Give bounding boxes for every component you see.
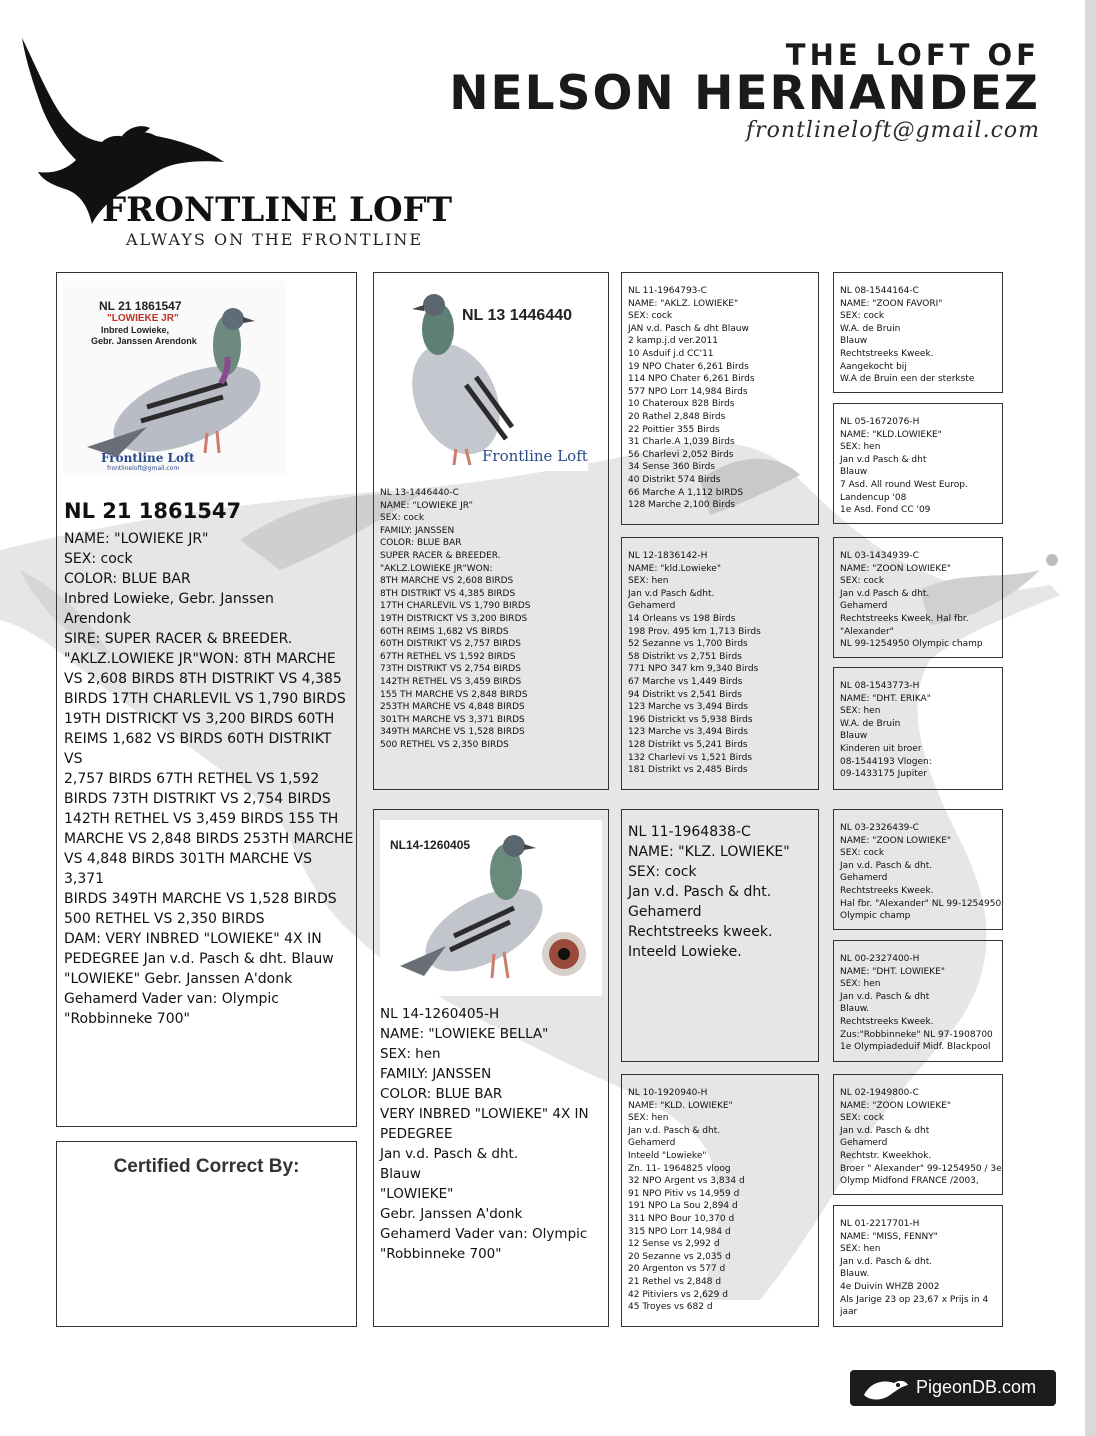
detail-line: Gebr. Janssen A'donk bbox=[380, 1206, 523, 1222]
detail-line: "LOWIEKE" bbox=[380, 1186, 454, 1202]
detail-line: VS 4,848 BIRDS 301TH MARCHE VS 3,371 bbox=[64, 851, 313, 887]
detail-line: Rechtstreeks kweek. bbox=[628, 924, 773, 940]
detail-line: NL 08-1543773-H bbox=[840, 681, 920, 691]
granddam-dam-panel bbox=[621, 1074, 819, 1327]
detail-line: Landencup '08 bbox=[840, 492, 907, 503]
detail-line: Rechtstr. Kweekhok. bbox=[840, 1150, 932, 1161]
detail-line: 155 TH MARCHE VS 2,848 BIRDS bbox=[380, 689, 528, 700]
detail-line: NAME: "KLD. LOWIEKE" bbox=[628, 1100, 733, 1111]
pigeondb-badge[interactable] bbox=[850, 1370, 1056, 1406]
pigeon-image bbox=[77, 297, 277, 467]
detail-line: 66 Marche A 1,112 bIRDS bbox=[628, 487, 744, 498]
detail-line: Jan v.d. Pasch & dht bbox=[840, 1125, 930, 1136]
detail-line: 349TH MARCHE VS 1,528 BIRDS bbox=[380, 727, 525, 738]
ggp-panel-8 bbox=[833, 1205, 1003, 1327]
detail-line: Rechtstreeks Kweek. Hal fbr. bbox=[840, 613, 969, 624]
detail-line: SEX: cock bbox=[840, 311, 885, 322]
detail-line: VS 2,608 BIRDS 8TH DISTRIKT VS 4,385 bbox=[64, 671, 342, 687]
detail-line: "Robbinneke 700" bbox=[64, 1011, 190, 1027]
detail-line: 56 Charlevi 2,052 Birds bbox=[628, 449, 734, 460]
detail-line: Gehamerd Vader van: Olympic bbox=[64, 991, 279, 1007]
main-bird-photo bbox=[63, 281, 285, 475]
detail-line: FAMILY: JANSSEN bbox=[380, 1066, 492, 1082]
detail-line: Zn. 11- 1964825 vloog bbox=[628, 1163, 731, 1174]
sire-photo-ring: NL 13 1446440 bbox=[462, 307, 573, 324]
detail-line: SEX: cock bbox=[380, 513, 425, 524]
detail-line: SEX: cock bbox=[628, 864, 697, 880]
detail-line: SEX: hen bbox=[840, 1244, 881, 1255]
detail-line: MARCHE VS 2,848 BIRDS 253TH MARCHE bbox=[64, 831, 354, 847]
detail-line: Inteeld Lowieke. bbox=[628, 944, 742, 960]
detail-line: SEX: hen bbox=[380, 1046, 441, 1062]
sd-details bbox=[628, 550, 761, 777]
detail-line: 196 Districkt vs 5,938 Birds bbox=[628, 714, 753, 725]
detail-line: BIRDS 17TH CHARLEVIL VS 1,790 BIRDS bbox=[64, 691, 346, 707]
detail-line: NL 05-1672076-H bbox=[840, 417, 920, 427]
detail-line: 73TH DISTRIKT VS 2,754 BIRDS bbox=[380, 664, 521, 675]
sire-photo bbox=[392, 281, 588, 471]
detail-line: 123 Marche vs 3,494 Birds bbox=[628, 727, 748, 738]
detail-line: 19TH DISTRICKT VS 3,200 BIRDS bbox=[380, 613, 528, 624]
detail-line: Als Jarige 23 op 23,67 x Prijs in 4 bbox=[840, 1294, 989, 1305]
detail-line: SEX: cock bbox=[64, 551, 133, 567]
detail-line: Gehamerd Vader van: Olympic bbox=[380, 1226, 588, 1242]
detail-line: 10 Chateroux 828 Birds bbox=[628, 399, 735, 410]
detail-line: SEX: hen bbox=[840, 442, 881, 453]
certified-box bbox=[56, 1141, 357, 1327]
detail-line: NAME: "DHT. LOWIEKE" bbox=[840, 966, 945, 977]
detail-line: SEX: hen bbox=[628, 1113, 669, 1124]
detail-line: Blauw bbox=[840, 467, 868, 478]
badge-label: PigeonDB.com bbox=[916, 1377, 1037, 1397]
ggp-details bbox=[840, 953, 993, 1054]
detail-line: 20 Rathel 2,848 Birds bbox=[628, 411, 726, 422]
detail-line: W.A. de Bruin bbox=[840, 323, 901, 334]
detail-line: 09-1433175 Jupiter bbox=[840, 769, 927, 780]
pigeon-image bbox=[394, 826, 594, 994]
photo-bird-name: "LOWIEKE JR" bbox=[107, 313, 179, 324]
detail-line: 2 kamp.j.d ver.2011 bbox=[628, 336, 718, 347]
header-email: frontlineloft@gmail.com bbox=[746, 118, 1040, 143]
detail-line: NL 11-1964793-C bbox=[628, 286, 707, 296]
detail-line: 94 Distrikt vs 2,541 Birds bbox=[628, 689, 742, 700]
detail-line: SEX: cock bbox=[840, 576, 885, 587]
grandsire-dam-panel bbox=[621, 809, 819, 1062]
photo-ring: NL 21 1861547 bbox=[99, 299, 182, 313]
detail-line: NL 00-2327400-H bbox=[840, 954, 920, 964]
detail-line: NL 14-1260405-H bbox=[380, 1006, 500, 1022]
detail-line: Gehamerd bbox=[628, 601, 676, 612]
detail-line: NAME: "ZOON FAVORI" bbox=[840, 298, 943, 309]
detail-line: Gehamerd bbox=[840, 873, 888, 884]
dam-panel bbox=[373, 809, 609, 1327]
ggp-details bbox=[840, 822, 1001, 923]
granddam-sire-panel bbox=[621, 537, 819, 790]
detail-line: NL 03-1434939-C bbox=[840, 551, 919, 561]
detail-line: SEX: hen bbox=[628, 576, 669, 587]
detail-line: 67 Marche vs 1,449 Birds bbox=[628, 676, 743, 687]
sire-details bbox=[380, 487, 606, 751]
detail-line: SEX: cock bbox=[840, 1113, 885, 1124]
detail-line: 91 NPO Pitiv vs 14,959 d bbox=[628, 1188, 740, 1199]
grandsire-sire-panel bbox=[621, 272, 819, 525]
detail-line: Blauw. bbox=[840, 1004, 870, 1015]
detail-line: Broer " Alexander" 99-1254950 / 3e bbox=[840, 1163, 1002, 1174]
detail-line: NAME: "ZOON LOWIEKE" bbox=[840, 1100, 952, 1111]
ggp-panel-2 bbox=[833, 403, 1003, 524]
detail-line: 67TH RETHEL VS 1,592 BIRDS bbox=[380, 651, 516, 662]
detail-line: Jan v.d Pasch &dht. bbox=[628, 588, 715, 599]
ggp-details bbox=[840, 416, 968, 517]
main-bird-details bbox=[64, 529, 354, 1029]
detail-line: 32 NPO Argent vs 3,834 d bbox=[628, 1176, 745, 1187]
detail-line: 45 Troyes vs 682 d bbox=[628, 1302, 713, 1313]
detail-line: NAME: "kld.Lowieke" bbox=[628, 563, 721, 574]
detail-line: REIMS 1,682 VS BIRDS 60TH DISTRIKT VS bbox=[64, 731, 332, 767]
detail-line: PEDEGREE Jan v.d. Pasch & dht. Blauw bbox=[64, 951, 334, 967]
pigeon-image bbox=[396, 289, 516, 469]
detail-line: 19TH DISTRICKT VS 3,200 BIRDS 60TH bbox=[64, 711, 335, 727]
detail-line: NAME: "ZOON LOWIEKE" bbox=[840, 563, 952, 574]
detail-line: NAME: "LOWIEKE JR" bbox=[64, 531, 209, 547]
detail-line: "LOWIEKE" Gebr. Janssen A'donk bbox=[64, 971, 293, 987]
detail-line: Jan v.d Pasch & dht bbox=[840, 454, 927, 465]
detail-line: Blauw bbox=[840, 336, 868, 347]
sire-photo-logo: Frontline Loft bbox=[482, 447, 588, 465]
detail-line: NAME: "ZOON LOWIEKE" bbox=[840, 835, 952, 846]
detail-line: Kinderen uit broer bbox=[840, 743, 922, 754]
detail-line: COLOR: BLUE BAR bbox=[380, 538, 462, 549]
detail-line: NAME: "AKLZ. LOWIEKE" bbox=[628, 298, 739, 309]
pigeon-logo-icon bbox=[860, 1375, 910, 1401]
detail-line: NL 13-1446440-C bbox=[380, 488, 459, 498]
detail-line: 08-1544193 Vlogen: bbox=[840, 756, 932, 767]
detail-line: 253TH MARCHE VS 4,848 BIRDS bbox=[380, 702, 525, 713]
detail-line: NAME: "LOWIEKE BELLA" bbox=[380, 1026, 549, 1042]
detail-line: NL 03-2326439-C bbox=[840, 823, 919, 833]
detail-line: 2,757 BIRDS 67TH RETHEL VS 1,592 bbox=[64, 771, 320, 787]
ggp-details bbox=[840, 680, 932, 781]
detail-line: Jan v.d. Pasch & dht. bbox=[840, 860, 933, 871]
certified-label: Certified Correct By: bbox=[113, 1156, 300, 1177]
main-bird-panel bbox=[56, 272, 357, 1127]
sire-panel bbox=[373, 272, 609, 790]
detail-line: 132 Charlevi vs 1,521 Birds bbox=[628, 752, 753, 763]
detail-line: 42 Pitiviers vs 2,629 d bbox=[628, 1289, 728, 1300]
detail-line: COLOR: BLUE BAR bbox=[64, 571, 191, 587]
detail-line: Gehamerd bbox=[840, 1138, 888, 1149]
detail-line: jaar bbox=[840, 1307, 858, 1318]
detail-line: 114 NPO Chater 6,261 Birds bbox=[628, 374, 755, 385]
detail-line: "Robbinneke 700" bbox=[380, 1246, 502, 1262]
detail-line: 142TH RETHEL VS 3,459 BIRDS bbox=[380, 676, 522, 687]
detail-line: W.A. de Bruin bbox=[840, 718, 901, 729]
detail-line: 301TH MARCHE VS 3,371 BIRDS bbox=[380, 714, 525, 725]
detail-line: NAME: "KLZ. LOWIEKE" bbox=[628, 844, 790, 860]
dd-details bbox=[628, 1087, 745, 1314]
dam-details bbox=[380, 1004, 606, 1264]
detail-line: Jan v.d Pasch & dht. bbox=[840, 588, 930, 599]
detail-line: FAMILY: JANSSEN bbox=[380, 525, 455, 536]
ggp-panel-4 bbox=[833, 667, 1003, 790]
detail-line: Blauw. bbox=[840, 1269, 870, 1280]
detail-line: 58 Distrikt vs 2,751 Birds bbox=[628, 651, 742, 662]
detail-line: Jan v.d. Pasch & dht. bbox=[380, 1146, 519, 1162]
detail-line: COLOR: BLUE BAR bbox=[380, 1086, 503, 1102]
photo-line-1: Inbred Lowieke, bbox=[101, 325, 170, 335]
detail-line: NL 01-2217701-H bbox=[840, 1219, 920, 1229]
detail-line: Olympic champ bbox=[840, 911, 911, 922]
detail-line: 181 Distrikt vs 2,485 Birds bbox=[628, 765, 748, 776]
detail-line: Rechtstreeks Kweek. bbox=[840, 1016, 934, 1027]
detail-line: Arendonk bbox=[64, 611, 131, 627]
detail-line: 8TH MARCHE VS 2,608 BIRDS bbox=[380, 576, 514, 587]
ggp-panel-6 bbox=[833, 940, 1003, 1062]
detail-line: SEX: cock bbox=[628, 311, 673, 322]
brand-tagline: ALWAYS ON THE FRONTLINE bbox=[126, 230, 424, 249]
detail-line: 21 Rethel vs 2,848 d bbox=[628, 1276, 722, 1287]
ggp-panel-5 bbox=[833, 809, 1003, 930]
detail-line: "Alexander" bbox=[840, 626, 894, 637]
detail-line: Gehamerd bbox=[628, 1138, 676, 1149]
detail-line: NAME: "MISS, FENNY" bbox=[840, 1231, 938, 1242]
detail-line: NL 08-1544164-C bbox=[840, 286, 919, 296]
detail-line: SIRE: SUPER RACER & BREEDER. bbox=[64, 631, 293, 647]
dam-photo bbox=[380, 820, 602, 996]
detail-line: Rechtstreeks Kweek. bbox=[840, 885, 934, 896]
detail-line: Jan v.d. Pasch & dht. bbox=[628, 884, 772, 900]
detail-line: 10 Asduif j.d CC'11 bbox=[628, 348, 714, 359]
dam-photo-ring: NL14-1260405 bbox=[390, 838, 471, 852]
detail-line: 20 Argenton vs 577 d bbox=[628, 1264, 726, 1275]
detail-line: SEX: hen bbox=[840, 979, 881, 990]
detail-line: Rechtstreeks Kweek. bbox=[840, 348, 934, 359]
detail-line: 500 RETHEL VS 2,350 BIRDS bbox=[380, 739, 509, 750]
detail-line: Blauw bbox=[380, 1166, 421, 1182]
detail-line: 40 Distrikt 574 Birds bbox=[628, 474, 721, 485]
detail-line: Hal fbr. "Alexander" NL 99-1254950 bbox=[840, 898, 1002, 909]
photo-logo-email: frontlineloft@gmail.com bbox=[107, 465, 180, 472]
detail-line: NL 99-1254950 Olympic champ bbox=[840, 639, 983, 650]
ggp-details bbox=[840, 285, 974, 386]
detail-line: PEDEGREE bbox=[380, 1126, 453, 1142]
detail-line: Inteeld "Lowieke" bbox=[628, 1150, 707, 1161]
detail-line: 315 NPO Lorr 14,984 d bbox=[628, 1226, 731, 1237]
detail-line: 52 Sezanne vs 1,700 Birds bbox=[628, 639, 748, 650]
photo-line-2: Gebr. Janssen Arendonk bbox=[91, 336, 197, 346]
detail-line: 34 Sense 360 Birds bbox=[628, 462, 716, 473]
detail-line: NAME: "DHT. ERIKA" bbox=[840, 693, 931, 704]
detail-line: 17TH CHARLEVIL VS 1,790 BIRDS bbox=[380, 601, 531, 612]
ggp-details bbox=[840, 550, 983, 651]
detail-line: 311 NPO Bour 10,370 d bbox=[628, 1213, 735, 1224]
main-bird-ring: NL 21 1861547 bbox=[64, 499, 242, 523]
ds-details bbox=[628, 822, 790, 962]
ggp-details bbox=[840, 1087, 1002, 1188]
detail-line: Jan v.d. Pasch & dht bbox=[840, 991, 930, 1002]
detail-line: 60TH REIMS 1,682 VS BIRDS bbox=[380, 626, 509, 637]
detail-line: 123 Marche vs 3,494 Birds bbox=[628, 702, 748, 713]
detail-line: 12 Sense vs 2,992 d bbox=[628, 1239, 720, 1250]
detail-line: 128 Distrikt vs 5,241 Birds bbox=[628, 739, 748, 750]
detail-line: 4e Duivin WHZB 2002 bbox=[840, 1281, 940, 1292]
detail-line: JAN v.d. Pasch & dht Blauw bbox=[628, 323, 749, 334]
detail-line: Olymp Midfond FRANCE /2003, bbox=[840, 1176, 979, 1187]
detail-line: 60TH DISTRIKT VS 2,757 BIRDS bbox=[380, 639, 521, 650]
detail-line: Jan v.d. Pasch & dht. bbox=[628, 1125, 721, 1136]
detail-line: BIRDS 73TH DISTRIKT VS 2,754 BIRDS bbox=[64, 791, 331, 807]
detail-line: 142TH RETHEL VS 3,459 BIRDS 155 TH bbox=[64, 811, 339, 827]
detail-line: 771 NPO 347 km 9,340 Birds bbox=[628, 664, 759, 675]
detail-line: NAME: “LOWIEKE JR” bbox=[380, 500, 474, 511]
detail-line: Blauw bbox=[840, 731, 868, 742]
detail-line: Gehamerd bbox=[840, 601, 888, 612]
detail-line: "AKLZ.LOWIEKE JR"WON: bbox=[380, 563, 493, 574]
detail-line: 7 Asd. All round West Europ. bbox=[840, 479, 968, 490]
detail-line: 577 NPO Lorr 14,984 Birds bbox=[628, 386, 748, 397]
detail-line: "AKLZ.LOWIEKE JR"WON: 8TH MARCHE bbox=[64, 651, 336, 667]
detail-line: NL 02-1949800-C bbox=[840, 1088, 919, 1098]
detail-line: SEX: cock bbox=[840, 848, 885, 859]
detail-line: 19 NPO Chater 6,261 Birds bbox=[628, 361, 749, 372]
detail-line: Inbred Lowieke, Gebr. Janssen bbox=[64, 591, 274, 607]
ss-details bbox=[628, 285, 755, 512]
detail-line: 1e Asd. Fond CC '09 bbox=[840, 505, 931, 516]
detail-line: NL 12-1836142-H bbox=[628, 551, 708, 561]
detail-line: DAM: VERY INBRED "LOWIEKE" 4X IN bbox=[64, 931, 322, 947]
header-loft-of: THE LOFT OF bbox=[785, 38, 1040, 72]
detail-line: BIRDS 349TH MARCHE VS 1,528 BIRDS bbox=[64, 891, 337, 907]
detail-line: 8TH DISTRIKT VS 4,385 BIRDS bbox=[380, 588, 516, 599]
detail-line: NL 11-1964838-C bbox=[628, 824, 751, 840]
detail-line: 20 Sezanne vs 2,035 d bbox=[628, 1251, 731, 1262]
detail-line: Gehamerd bbox=[628, 904, 702, 920]
detail-line: 198 Prov. 495 km 1,713 Birds bbox=[628, 626, 761, 637]
detail-line: NL 10-1920940-H bbox=[628, 1088, 708, 1098]
detail-line: 31 Charle.A 1,039 Birds bbox=[628, 437, 735, 448]
detail-line: SUPER RACER & BREEDER. bbox=[380, 550, 501, 561]
ggp-panel-3 bbox=[833, 537, 1003, 658]
brand-name: FRONTLINE LOFT bbox=[102, 190, 452, 230]
ggp-details bbox=[840, 1218, 988, 1319]
detail-line: VERY INBRED "LOWIEKE" 4X IN bbox=[380, 1106, 589, 1122]
detail-line: 14 Orleans vs 198 Birds bbox=[628, 613, 736, 624]
ggp-panel-7 bbox=[833, 1074, 1003, 1195]
detail-line: W.A de Bruin een der sterkste bbox=[840, 374, 975, 385]
detail-line: 500 RETHEL VS 2,350 BIRDS bbox=[64, 911, 265, 927]
detail-line: Aangekocht bij bbox=[840, 361, 907, 372]
detail-line: Zus:"Robbinneke" NL 97-1908700 bbox=[840, 1029, 993, 1040]
photo-logo: Frontline Loft bbox=[101, 451, 195, 465]
ggp-panel-1 bbox=[833, 272, 1003, 393]
detail-line: NAME: "KLD.LOWIEKE" bbox=[840, 429, 942, 440]
detail-line: 1e Olympiadeduif Midf. Blackpool bbox=[840, 1042, 991, 1053]
detail-line: 128 Marche 2,100 Birds bbox=[628, 500, 736, 511]
detail-line: 22 Poittier 355 Birds bbox=[628, 424, 720, 435]
detail-line: Jan v.d. Pasch & dht. bbox=[840, 1256, 933, 1267]
detail-line: SEX: hen bbox=[840, 706, 881, 717]
header-owner-name: NELSON HERNANDEZ bbox=[449, 66, 1040, 121]
detail-line: 191 NPO La Sou 2,894 d bbox=[628, 1201, 738, 1212]
